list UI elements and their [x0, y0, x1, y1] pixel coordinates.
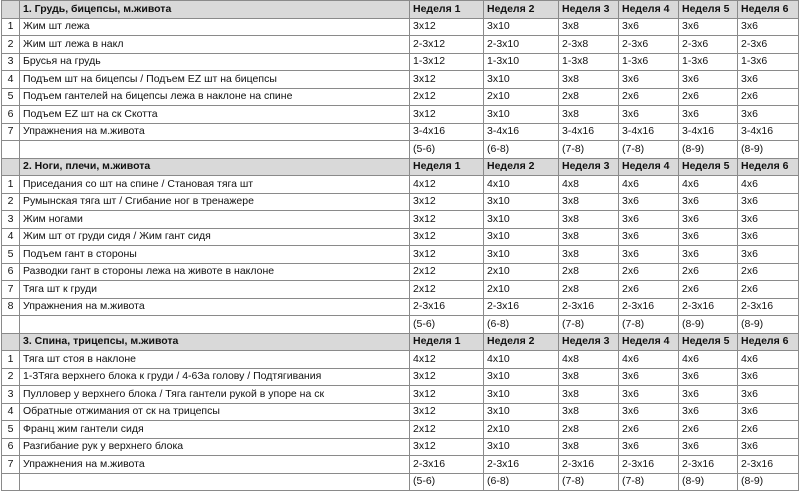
week-value-cell[interactable]: 3х6	[619, 18, 679, 36]
week-value-cell[interactable]: 2х8	[559, 421, 619, 439]
week-value-cell[interactable]: 2х10	[484, 88, 559, 106]
row-number-cell[interactable]: 6	[2, 263, 20, 281]
week-value-cell[interactable]: 3х8	[559, 106, 619, 124]
week-value-cell[interactable]: 2-3х16	[410, 298, 484, 316]
week-header-cell[interactable]: Неделя 2	[484, 1, 559, 19]
week-header-cell[interactable]: Неделя 3	[559, 333, 619, 351]
week-value-cell[interactable]: 1-3х6	[738, 53, 799, 71]
week-value-cell[interactable]: 4х12	[410, 176, 484, 194]
week-value-cell[interactable]: 3х6	[619, 211, 679, 229]
row-number-cell[interactable]	[2, 316, 20, 334]
exercise-row	[2, 211, 799, 229]
week-value-cell[interactable]: 2х6	[679, 281, 738, 299]
week-value-cell[interactable]: 3х6	[619, 71, 679, 89]
exercise-row	[2, 368, 799, 386]
week-value-cell[interactable]: 3х6	[679, 438, 738, 456]
row-number-cell[interactable]: 1	[2, 351, 20, 369]
week-value-cell[interactable]: (8-9)	[679, 473, 738, 491]
row-number-cell[interactable]: 2	[2, 36, 20, 54]
exercise-name-cell[interactable]: Тяга шт к груди	[20, 281, 410, 299]
week-value-cell[interactable]: 4х6	[619, 176, 679, 194]
week-value-cell[interactable]: 3х10	[484, 386, 559, 404]
week-value-cell[interactable]: 4х6	[738, 176, 799, 194]
week-value-cell[interactable]: (8-9)	[679, 141, 738, 159]
week-value-cell[interactable]: 4х8	[559, 351, 619, 369]
week-value-cell[interactable]: 2х6	[619, 281, 679, 299]
week-value-cell[interactable]: (8-9)	[679, 316, 738, 334]
exercise-name-cell[interactable]: Упражнения на м.живота	[20, 298, 410, 316]
exercise-row	[2, 18, 799, 36]
week-value-cell[interactable]: 3х8	[559, 211, 619, 229]
week-value-cell[interactable]: 2-3х16	[559, 298, 619, 316]
week-header-cell[interactable]: Неделя 5	[679, 1, 738, 19]
week-value-cell[interactable]: 4х8	[559, 176, 619, 194]
week-value-cell[interactable]: 3х10	[484, 106, 559, 124]
week-value-cell[interactable]: 3х12	[410, 246, 484, 264]
week-value-cell[interactable]: 2х6	[738, 88, 799, 106]
week-value-cell[interactable]: (6-8)	[484, 141, 559, 159]
week-value-cell[interactable]: 2-3х16	[619, 456, 679, 474]
week-value-cell[interactable]: 1-3х12	[410, 53, 484, 71]
week-value-cell[interactable]: 3х6	[619, 228, 679, 246]
exercise-row	[2, 456, 799, 474]
exercise-name-cell[interactable]: 1-3Тяга верхнего блока к груди / 4-6За голову / Подтягивания	[20, 368, 410, 386]
exercise-name-cell[interactable]: Брусья на грудь	[20, 53, 410, 71]
week-value-cell[interactable]: (8-9)	[738, 316, 799, 334]
week-value-cell[interactable]: 3х6	[738, 246, 799, 264]
exercise-row	[2, 281, 799, 299]
row-number-cell[interactable]: 5	[2, 88, 20, 106]
week-header-cell[interactable]: Неделя 3	[559, 1, 619, 19]
week-value-cell[interactable]: 3-4х16	[679, 123, 738, 141]
week-value-cell[interactable]: 2х12	[410, 88, 484, 106]
exercise-name-cell[interactable]: Подъем гантелей на бицепсы лежа в наклоне на спине	[20, 88, 410, 106]
week-header-cell[interactable]: Неделя 4	[619, 333, 679, 351]
week-value-cell[interactable]: 3х6	[738, 211, 799, 229]
week-value-cell[interactable]: 3х6	[738, 106, 799, 124]
row-number-cell[interactable]	[2, 141, 20, 159]
exercise-row	[2, 228, 799, 246]
table-body	[2, 1, 799, 491]
week-value-cell[interactable]: 2-3х6	[738, 36, 799, 54]
week-value-cell[interactable]: 3х6	[738, 403, 799, 421]
week-value-cell[interactable]: 3х6	[679, 18, 738, 36]
week-value-cell[interactable]: 3-4х16	[410, 123, 484, 141]
week-header-cell[interactable]: Неделя 1	[410, 333, 484, 351]
week-value-cell[interactable]: 2-3х16	[679, 298, 738, 316]
week-value-cell[interactable]: 3х8	[559, 228, 619, 246]
week-value-cell[interactable]: 3х10	[484, 18, 559, 36]
week-value-cell[interactable]: 2х6	[679, 421, 738, 439]
week-value-cell[interactable]: 2-3х10	[484, 36, 559, 54]
exercise-row	[2, 88, 799, 106]
row-number-cell[interactable]: 7	[2, 281, 20, 299]
week-value-cell[interactable]: 2х8	[559, 88, 619, 106]
week-value-cell[interactable]: 2-3х12	[410, 36, 484, 54]
exercise-name-cell[interactable]: Пулловер у верхнего блока / Тяга гантели рукой в упоре на ск	[20, 386, 410, 404]
exercise-name-cell[interactable]: Подъем шт на бицепсы / Подъем EZ шт на бицепсы	[20, 71, 410, 89]
exercise-row	[2, 53, 799, 71]
exercise-row	[2, 141, 799, 159]
row-number-cell[interactable]: 5	[2, 246, 20, 264]
row-number-cell[interactable]: 8	[2, 298, 20, 316]
week-value-cell[interactable]: 2-3х16	[484, 456, 559, 474]
week-value-cell[interactable]: 3-4х16	[738, 123, 799, 141]
week-value-cell[interactable]: 3х6	[738, 386, 799, 404]
exercise-name-cell[interactable]: Жим ногами	[20, 211, 410, 229]
row-number-cell[interactable]: 4	[2, 403, 20, 421]
week-value-cell[interactable]: 4х6	[619, 351, 679, 369]
week-value-cell[interactable]: 2-3х16	[410, 456, 484, 474]
exercise-name-cell[interactable]: Тяга шт стоя в наклоне	[20, 351, 410, 369]
week-value-cell[interactable]: 4х12	[410, 351, 484, 369]
week-value-cell[interactable]: 1-3х6	[619, 53, 679, 71]
week-value-cell[interactable]: 3х6	[619, 246, 679, 264]
week-header-cell[interactable]: Неделя 1	[410, 1, 484, 19]
week-header-cell[interactable]: Неделя 1	[410, 158, 484, 176]
workout-program-table	[1, 0, 799, 491]
week-value-cell[interactable]: 3х12	[410, 403, 484, 421]
week-value-cell[interactable]: 3х12	[410, 18, 484, 36]
week-value-cell[interactable]: 3х6	[738, 228, 799, 246]
week-value-cell[interactable]: 3х12	[410, 193, 484, 211]
week-header-cell[interactable]: Неделя 6	[738, 1, 799, 19]
week-value-cell[interactable]: 3х6	[738, 438, 799, 456]
week-value-cell[interactable]: 2-3х16	[619, 298, 679, 316]
exercise-name-cell[interactable]: Жим шт лежа	[20, 18, 410, 36]
row-number-cell[interactable]: 3	[2, 53, 20, 71]
week-value-cell[interactable]: 3х10	[484, 403, 559, 421]
row-number-cell[interactable]	[2, 158, 20, 176]
week-value-cell[interactable]: (7-8)	[559, 141, 619, 159]
week-value-cell[interactable]: 3х8	[559, 193, 619, 211]
week-header-cell[interactable]: Неделя 5	[679, 333, 738, 351]
week-header-cell[interactable]: Неделя 5	[679, 158, 738, 176]
week-value-cell[interactable]: 2х10	[484, 281, 559, 299]
row-number-cell[interactable]: 5	[2, 421, 20, 439]
week-header-cell[interactable]: Неделя 2	[484, 333, 559, 351]
week-value-cell[interactable]: 3х12	[410, 106, 484, 124]
week-value-cell[interactable]: 3х8	[559, 403, 619, 421]
week-value-cell[interactable]: 3х6	[679, 403, 738, 421]
week-value-cell[interactable]: 3х6	[619, 368, 679, 386]
row-number-cell[interactable]: 3	[2, 211, 20, 229]
week-value-cell[interactable]: 3х8	[559, 386, 619, 404]
week-value-cell[interactable]: (7-8)	[619, 316, 679, 334]
exercise-row	[2, 263, 799, 281]
week-value-cell[interactable]: 3х10	[484, 211, 559, 229]
week-value-cell[interactable]: 3х8	[559, 438, 619, 456]
section-title-cell[interactable]: 1. Грудь, бицепсы, м.живота	[20, 1, 410, 19]
row-number-cell[interactable]	[2, 1, 20, 19]
week-value-cell[interactable]: 3х6	[738, 193, 799, 211]
exercise-row	[2, 106, 799, 124]
row-number-cell[interactable]	[2, 473, 20, 491]
row-number-cell[interactable]: 7	[2, 123, 20, 141]
week-value-cell[interactable]: 3х6	[619, 386, 679, 404]
week-value-cell[interactable]: 2х6	[679, 263, 738, 281]
week-value-cell[interactable]: 2-3х16	[738, 298, 799, 316]
exercise-row	[2, 421, 799, 439]
row-number-cell[interactable]: 4	[2, 71, 20, 89]
row-number-cell[interactable]: 6	[2, 438, 20, 456]
row-number-cell[interactable]: 2	[2, 193, 20, 211]
week-value-cell[interactable]: 3-4х16	[484, 123, 559, 141]
exercise-name-cell[interactable]: Жим шт от груди сидя / Жим гант сидя	[20, 228, 410, 246]
section-header-row	[2, 158, 799, 176]
week-value-cell[interactable]: 2х12	[410, 281, 484, 299]
exercise-name-cell[interactable]: Подъем гант в стороны	[20, 246, 410, 264]
week-value-cell[interactable]: 2-3х16	[679, 456, 738, 474]
week-header-cell[interactable]: Неделя 6	[738, 333, 799, 351]
section-title-cell[interactable]: 2. Ноги, плечи, м.живота	[20, 158, 410, 176]
week-value-cell[interactable]: 3х10	[484, 438, 559, 456]
week-value-cell[interactable]: 3х6	[738, 18, 799, 36]
week-value-cell[interactable]: 3х6	[679, 211, 738, 229]
week-value-cell[interactable]: (7-8)	[559, 473, 619, 491]
week-value-cell[interactable]: 3х6	[619, 193, 679, 211]
week-value-cell[interactable]: 2х10	[484, 421, 559, 439]
exercise-row	[2, 193, 799, 211]
exercise-name-cell[interactable]: Обратные отжимания от ск на трицепсы	[20, 403, 410, 421]
week-value-cell[interactable]: 3х6	[679, 71, 738, 89]
week-value-cell[interactable]: 2х8	[559, 281, 619, 299]
exercise-row	[2, 123, 799, 141]
exercise-row	[2, 473, 799, 491]
section-header-row	[2, 333, 799, 351]
week-value-cell[interactable]: 3х12	[410, 368, 484, 386]
week-value-cell[interactable]: 3-4х16	[619, 123, 679, 141]
week-value-cell[interactable]: 2х12	[410, 263, 484, 281]
week-value-cell[interactable]: 2х8	[559, 263, 619, 281]
week-value-cell[interactable]: (6-8)	[484, 473, 559, 491]
week-value-cell[interactable]: 1-3х6	[679, 53, 738, 71]
exercise-name-cell[interactable]: Упражнения на м.живота	[20, 123, 410, 141]
week-value-cell[interactable]: 3х12	[410, 211, 484, 229]
exercise-name-cell[interactable]: Франц жим гантели сидя	[20, 421, 410, 439]
week-value-cell[interactable]: 1-3х8	[559, 53, 619, 71]
week-value-cell[interactable]: 2-3х16	[559, 456, 619, 474]
week-value-cell[interactable]: 3х10	[484, 246, 559, 264]
week-value-cell[interactable]: 3х8	[559, 71, 619, 89]
row-number-cell[interactable]: 6	[2, 106, 20, 124]
row-number-cell[interactable]: 1	[2, 176, 20, 194]
week-value-cell[interactable]: 2х6	[738, 281, 799, 299]
week-value-cell[interactable]: 3-4х16	[559, 123, 619, 141]
week-header-cell[interactable]: Неделя 3	[559, 158, 619, 176]
exercise-name-cell[interactable]: Разгибание рук у верхнего блока	[20, 438, 410, 456]
exercise-name-cell[interactable]	[20, 316, 410, 334]
week-value-cell[interactable]: 2-3х6	[679, 36, 738, 54]
exercise-name-cell[interactable]: Приседания со шт на спине / Становая тяга шт	[20, 176, 410, 194]
week-value-cell[interactable]: (5-6)	[410, 141, 484, 159]
week-value-cell[interactable]: 3х8	[559, 368, 619, 386]
week-value-cell[interactable]: 2х12	[410, 421, 484, 439]
week-value-cell[interactable]: 3х6	[619, 403, 679, 421]
week-header-cell[interactable]: Неделя 4	[619, 1, 679, 19]
week-value-cell[interactable]: 3х6	[738, 71, 799, 89]
week-value-cell[interactable]: 2х6	[619, 421, 679, 439]
week-value-cell[interactable]: 2х6	[619, 88, 679, 106]
exercise-name-cell[interactable]	[20, 473, 410, 491]
week-value-cell[interactable]: 3х12	[410, 438, 484, 456]
week-value-cell[interactable]: 3х6	[619, 106, 679, 124]
exercise-row	[2, 386, 799, 404]
exercise-row	[2, 36, 799, 54]
week-value-cell[interactable]: 3х12	[410, 71, 484, 89]
exercise-name-cell[interactable]: Подъем EZ шт на ск Скотта	[20, 106, 410, 124]
week-value-cell[interactable]: 3х6	[738, 368, 799, 386]
week-value-cell[interactable]: 2-3х16	[484, 298, 559, 316]
week-value-cell[interactable]: 3х8	[559, 246, 619, 264]
week-value-cell[interactable]: 3х6	[679, 246, 738, 264]
week-value-cell[interactable]: 3х10	[484, 228, 559, 246]
week-value-cell[interactable]: 3х12	[410, 228, 484, 246]
row-number-cell[interactable]: 4	[2, 228, 20, 246]
week-value-cell[interactable]: 2х6	[738, 263, 799, 281]
week-value-cell[interactable]: 2х6	[738, 421, 799, 439]
week-value-cell[interactable]: 4х6	[738, 351, 799, 369]
week-value-cell[interactable]: 4х10	[484, 351, 559, 369]
week-value-cell[interactable]: 4х10	[484, 176, 559, 194]
exercise-row	[2, 351, 799, 369]
exercise-name-cell[interactable]: Упражнения на м.живота	[20, 456, 410, 474]
week-value-cell[interactable]: (5-6)	[410, 316, 484, 334]
week-value-cell[interactable]: (7-8)	[559, 316, 619, 334]
exercise-row	[2, 176, 799, 194]
week-value-cell[interactable]: 4х6	[679, 176, 738, 194]
week-value-cell[interactable]: (8-9)	[738, 473, 799, 491]
week-value-cell[interactable]: 3х6	[619, 438, 679, 456]
week-header-cell[interactable]: Неделя 4	[619, 158, 679, 176]
exercise-name-cell[interactable]: Румынская тяга шт / Сгибание ног в тренажере	[20, 193, 410, 211]
week-value-cell[interactable]: 2х10	[484, 263, 559, 281]
week-header-cell[interactable]: Неделя 6	[738, 158, 799, 176]
week-value-cell[interactable]: 3х6	[679, 106, 738, 124]
week-value-cell[interactable]: 3х12	[410, 386, 484, 404]
exercise-row	[2, 316, 799, 334]
row-number-cell[interactable]: 2	[2, 368, 20, 386]
row-number-cell[interactable]	[2, 333, 20, 351]
exercise-row	[2, 246, 799, 264]
week-value-cell[interactable]: 2х6	[619, 263, 679, 281]
row-number-cell[interactable]: 3	[2, 386, 20, 404]
exercise-row	[2, 403, 799, 421]
section-header-row	[2, 1, 799, 19]
week-value-cell[interactable]: 2-3х8	[559, 36, 619, 54]
row-number-cell[interactable]: 7	[2, 456, 20, 474]
week-value-cell[interactable]: 3х6	[679, 228, 738, 246]
week-value-cell[interactable]: 2-3х16	[738, 456, 799, 474]
exercise-name-cell[interactable]	[20, 141, 410, 159]
week-value-cell[interactable]: 4х6	[679, 351, 738, 369]
row-number-cell[interactable]: 1	[2, 18, 20, 36]
week-header-cell[interactable]: Неделя 2	[484, 158, 559, 176]
week-value-cell[interactable]: 3х8	[559, 18, 619, 36]
exercise-row	[2, 438, 799, 456]
week-value-cell[interactable]: 1-3х10	[484, 53, 559, 71]
exercise-name-cell[interactable]: Разводки гант в стороны лежа на животе в наклоне	[20, 263, 410, 281]
week-value-cell[interactable]: 3х10	[484, 368, 559, 386]
exercise-row	[2, 71, 799, 89]
week-value-cell[interactable]: (7-8)	[619, 473, 679, 491]
exercise-row	[2, 298, 799, 316]
week-value-cell[interactable]: 2х6	[679, 88, 738, 106]
week-value-cell[interactable]: 3х10	[484, 71, 559, 89]
week-value-cell[interactable]: (7-8)	[619, 141, 679, 159]
week-value-cell[interactable]: 3х6	[679, 368, 738, 386]
week-value-cell[interactable]: (6-8)	[484, 316, 559, 334]
week-value-cell[interactable]: 3х6	[679, 386, 738, 404]
exercise-name-cell[interactable]: Жим шт лежа в накл	[20, 36, 410, 54]
week-value-cell[interactable]: 3х10	[484, 193, 559, 211]
week-value-cell[interactable]: 3х6	[679, 193, 738, 211]
section-title-cell[interactable]: 3. Спина, трицепсы, м.живота	[20, 333, 410, 351]
week-value-cell[interactable]: (8-9)	[738, 141, 799, 159]
week-value-cell[interactable]: 2-3х6	[619, 36, 679, 54]
week-value-cell[interactable]: (5-6)	[410, 473, 484, 491]
